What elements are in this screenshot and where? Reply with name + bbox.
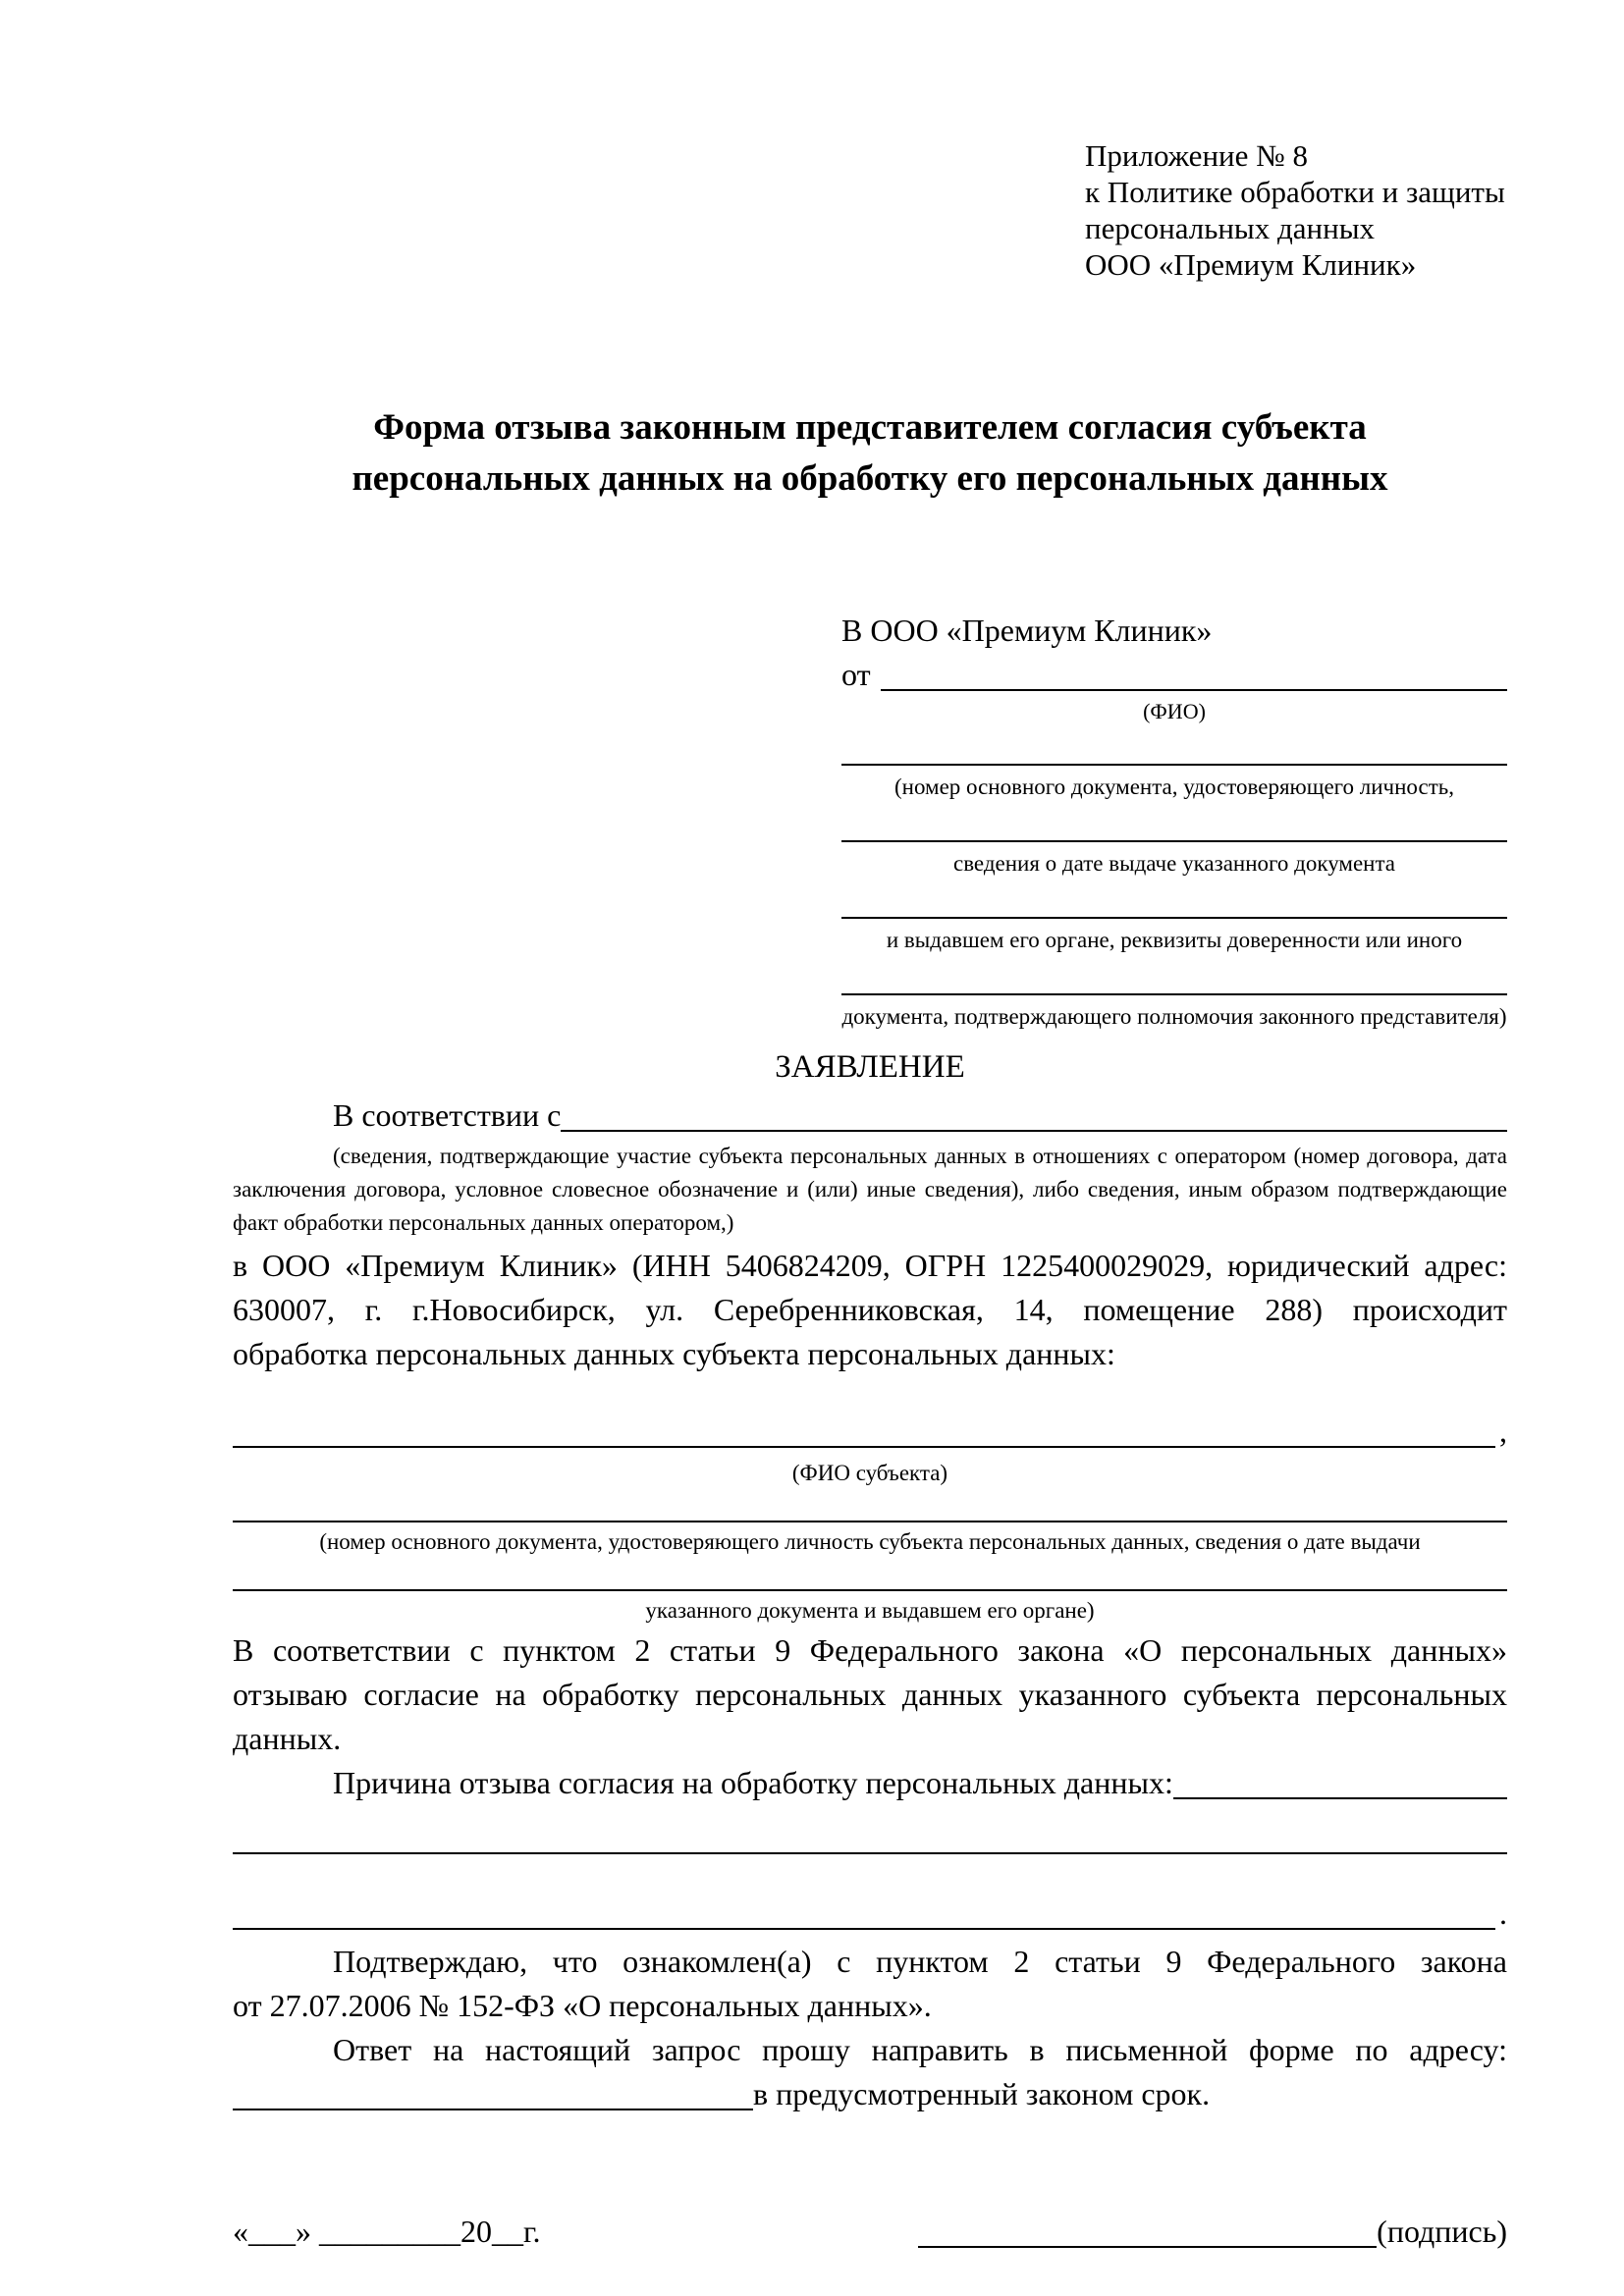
signature-blank-line: [918, 2210, 1377, 2248]
representative-authority-blank-line: [841, 993, 1507, 995]
signature-group: [918, 2210, 1507, 2254]
document-field-group: [841, 993, 1507, 1031]
subject-document-caption-1: (номер основного документа, удостоверяющего личность субъекта персональных данных, сведения о дате выдачи: [319, 1529, 1421, 1554]
subject-fio-trailing-comma: ,: [1499, 1414, 1507, 1449]
subject-document-caption-2: указанного документа и выдавшем его органе): [645, 1598, 1095, 1623]
response-request-line: Ответ на настоящий запрос прошу направить в письменной форме по адресу:: [333, 2032, 1507, 2067]
withdrawal-paragraph: [233, 1629, 1507, 1761]
issuing-authority-blank-line: [841, 917, 1507, 919]
acknowledgement-paragraph: [233, 1940, 1507, 2028]
intro-row: [233, 1094, 1507, 1138]
letterhead-line-4: ООО «Премиум Клиник»: [1085, 247, 1417, 282]
from-label: от: [841, 657, 871, 692]
letterhead-line-3: персональных данных: [1085, 211, 1376, 245]
document-title-line-1: Форма отзыва законным представителем согласия субъекта: [373, 407, 1367, 448]
reason-blank-row-3: [233, 1892, 1507, 1936]
subject-fio-blank-line: [233, 1410, 1495, 1448]
signature-caption: (подпись): [1377, 2214, 1507, 2249]
subject-document-blank-line: [233, 1521, 1507, 1522]
document-field-group: [841, 764, 1507, 801]
date-blank: «___» _________20__г.: [233, 2214, 541, 2249]
intro-blank-line: [561, 1094, 1507, 1132]
document-number-blank-line: [841, 764, 1507, 766]
intro-prefix: В соответствии с: [333, 1097, 562, 1133]
response-paragraph: [233, 2028, 1507, 2116]
withdrawal-paragraph-line-3: данных.: [233, 1721, 342, 1756]
response-suffix: в предусмотренный законом срок.: [753, 2076, 1211, 2111]
operator-paragraph-line-3: обработка персональных данных субъекта персональных данных:: [233, 1336, 1115, 1371]
operator-paragraph: [233, 1244, 1507, 1376]
issuing-authority-caption: и выдавшем его органе, реквизиты доверенности или иного: [886, 928, 1463, 952]
document-content: [233, 0, 1507, 2254]
letterhead-line-1: Приложение № 8: [1085, 138, 1308, 173]
statement-heading: ЗАЯВЛЕНИЕ: [775, 1049, 965, 1085]
reason-blank-line: [1173, 1761, 1507, 1799]
letterhead-line-2: к Политике обработки и защиты: [1085, 175, 1505, 209]
representative-authority-caption: документа, подтверждающего полномочия законного представителя): [841, 1004, 1507, 1029]
subject-fio-row: [233, 1410, 1507, 1454]
addressee-block: [841, 609, 1507, 1031]
document-field-group: [841, 840, 1507, 878]
reason-blank-line-3: [233, 1892, 1495, 1930]
addressee-from-row: [841, 653, 1507, 697]
letterhead: [1085, 137, 1507, 283]
reason-row: [233, 1761, 1507, 1805]
issue-date-caption: сведения о дате выдаче указанного документа: [952, 851, 1396, 876]
document-field-group: [841, 917, 1507, 954]
intro-note: (сведения, подтверждающие участие субъекта персональных данных в отношениях с оператором (номер договора, дата заключения договора, условное словесное обозначение и (или) иные сведения), либо сведения, иным образом подтверждающие факт обработки персональных данных оператором,): [233, 1144, 1507, 1235]
reason-trailing-period: .: [1499, 1896, 1507, 1931]
response-address-row: [233, 2072, 1507, 2116]
subject-fio-caption: (ФИО субъекта): [791, 1461, 948, 1485]
withdrawal-paragraph-line-1: В соответствии с пунктом 2 статьи 9 Федерального закона «О персональных данных»: [233, 1632, 1507, 1668]
addressee-organization: В ООО «Премиум Клиник»: [841, 613, 1213, 648]
acknowledgement-line-2: от 27.07.2006 № 152-ФЗ «О персональных данных».: [233, 1988, 932, 2023]
withdrawal-paragraph-line-2: отзываю согласие на обработку персональных данных указанного субъекта персональных: [233, 1677, 1507, 1712]
document-number-caption: (номер основного документа, удостоверяющего личность,: [893, 774, 1454, 799]
reason-blank-line-2: [233, 1852, 1507, 1854]
issue-date-blank-line: [841, 840, 1507, 842]
document-title-line-2: персональных данных на обработку его персональных данных: [352, 458, 1388, 499]
document-title: [233, 402, 1507, 505]
footer: [233, 2210, 1507, 2254]
operator-paragraph-line-1: в ООО «Премиум Клиник» (ИНН 5406824209, ОГРН 1225400029029, юридический адрес:: [233, 1248, 1507, 1283]
operator-paragraph-line-2: 630007, г. г.Новосибирск, ул. Серебренниковская, 14, помещение 288) происходит: [233, 1292, 1507, 1327]
response-address-blank-line: [233, 2072, 753, 2110]
reason-prefix: Причина отзыва согласия на обработку персональных данных:: [333, 1765, 1173, 1800]
subject-document-blank-line-2: [233, 1589, 1507, 1591]
fio-blank-line: [881, 653, 1507, 691]
fio-caption: (ФИО): [1143, 699, 1206, 723]
acknowledgement-line-1: Подтверждаю, что ознакомлен(а) с пунктом 2 статьи 9 Федерального закона: [333, 1944, 1507, 1979]
